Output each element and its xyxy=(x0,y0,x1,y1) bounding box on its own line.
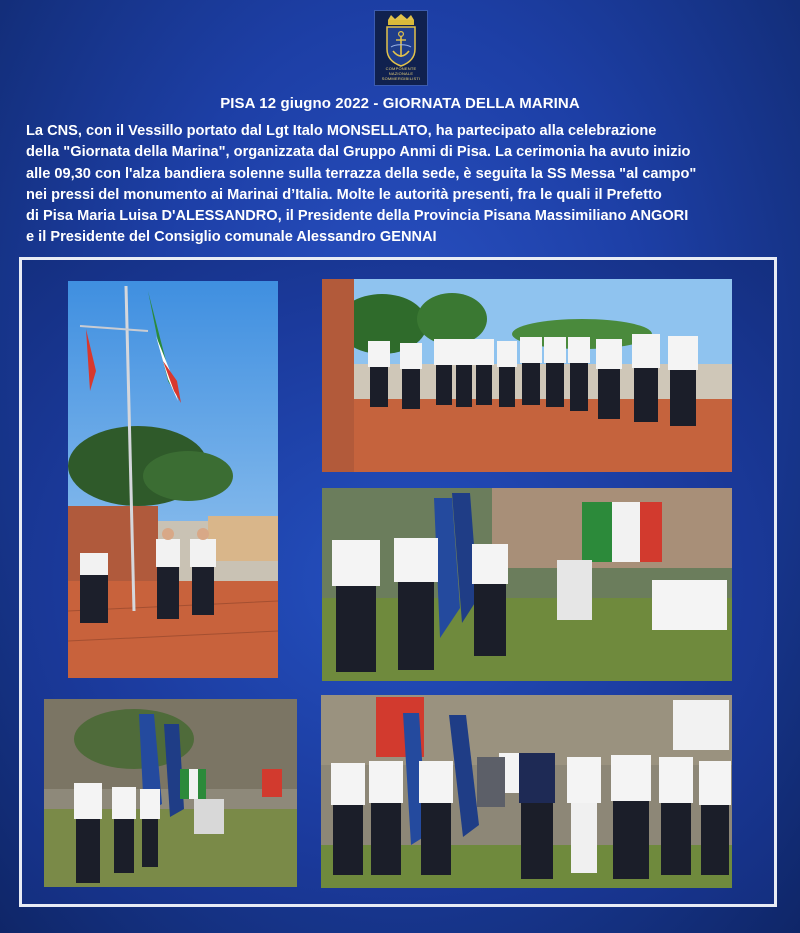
photo-monument-standards xyxy=(44,699,297,887)
photo-group-terrace xyxy=(322,279,732,472)
paragraph-line: e il Presidente del Consiglio comunale Alessandro GENNAI xyxy=(26,229,437,246)
logo-caption: COMPONENTE NAZIONALE xyxy=(385,66,417,76)
photo-authorities-group xyxy=(321,695,732,888)
paragraph-line: La CNS, con il Vessillo portato dal Lgt Italo MONSELLATO, ha partecipato alla celebrazione xyxy=(26,123,657,139)
paragraph-line: nei pressi del monumento ai Marinai d’Italia. Molte le autorità presenti, fra le quali il Prefetto xyxy=(26,186,662,203)
photo-flag-raising xyxy=(68,281,278,678)
photo-mass-altar xyxy=(322,488,732,681)
page-title: PISA 12 giugno 2022 - GIORNATA DELLA MARINA xyxy=(220,95,580,112)
article-paragraph xyxy=(26,121,786,249)
anchor-emblem-icon xyxy=(375,11,427,71)
logo xyxy=(374,10,428,86)
paragraph-line: di Pisa Maria Luisa D'ALESSANDRO, il Presidente della Provincia Pisana Massimiliano ANGORI xyxy=(26,208,689,225)
logo-caption: SOMMERGIBILISTI xyxy=(381,76,421,81)
paragraph-line: della "Giornata della Marina", organizzata dal Gruppo Anmi di Pisa. La cerimonia ha avuto inizio xyxy=(26,144,691,161)
paragraph-line: alle 09,30 con l'alza bandiera solenne sulla terrazza della sede, è seguita la SS Messa "al campo" xyxy=(26,165,697,182)
